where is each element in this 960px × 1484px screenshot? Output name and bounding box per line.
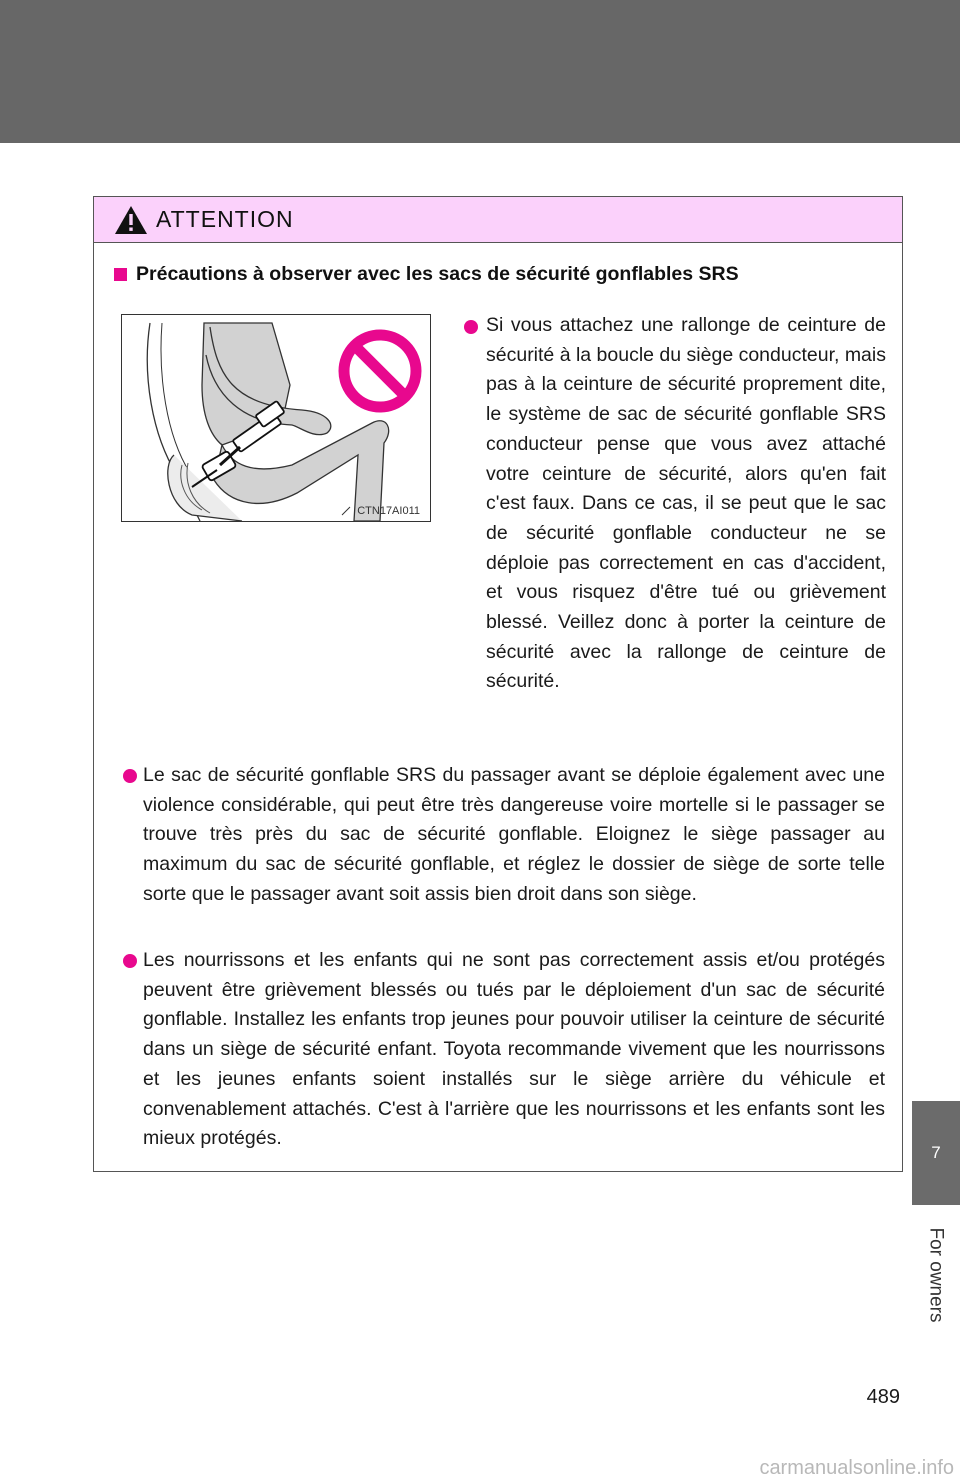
bullet-text: Si vous attachez une rallonge de ceinture de sécurité à la boucle du siège conducteur, mais pas à la ceinture de sécurité proprement dite, le système de sac de sécurité gonflable SRS conducteur pense que vous avez attaché votre ceinture de sécurité, alors qu'en fait c'est faux. Dans ce cas, il se peut que le sac de sécurité gonflable conducteur ne se déploie pas correctement en cas d'accident, et vous risquez d'être tué ou grièvement blessé. Veillez donc à porter la ceinture de sécurité avec la rallonge de ceinture de sécurité. <box>486 314 886 693</box>
chapter-tab <box>912 1101 960 1205</box>
page-number: 489 <box>866 1386 900 1408</box>
illustration-code: CTN17AI011 <box>357 505 420 517</box>
seatbelt-extender-illustration <box>121 314 431 522</box>
watermark: carmanualsonline.info <box>759 1457 954 1479</box>
warning-triangle-icon <box>114 205 148 235</box>
attention-header <box>94 197 902 243</box>
chapter-label-text: For owners <box>926 1227 947 1323</box>
bullet-text: Les nourrissons et les enfants qui ne sont pas correctement assis et/ou protégés peuvent être grièvement blessés ou tués par le déploiement d'un sac de sécurité gonflable. Installez les enfants trop jeunes pour pouvoir utiliser la ceinture de sécurité dans un siège de sécurité enfant. Toyota recommande vivement que les nourrissons et les jeunes enfants soient installés sur le siège arrière du véhicule et convenablement attachés. C'est à l'arrière que les nourrissons et les enfants sont les mieux protégés. <box>143 949 885 1150</box>
chapter-label <box>912 1210 960 1340</box>
bullet-item <box>123 946 885 1154</box>
bullet-text: Le sac de sécurité gonflable SRS du passager avant se déploie également avec une violence considérable, qui peut être très dangereuse voire mortelle si le passager se trouve très près du sac de sécurité gonflable. Eloignez le siège passager au maximum du sac de sécurité gonflable, et réglez le dossier de siège de sorte telle sorte que le passager avant soit assis bien droit dans son siège. <box>143 764 885 905</box>
section-heading-text: Précautions à observer avec les sacs de sécurité gonflables SRS <box>136 263 739 285</box>
chapter-number: 7 <box>931 1143 941 1162</box>
attention-title: ATTENTION <box>156 206 294 232</box>
prohibition-icon <box>344 335 416 407</box>
seated-driver-illustration <box>122 315 430 521</box>
bullet-item <box>123 761 885 910</box>
bullet-dot-icon <box>123 954 137 968</box>
square-bullet-icon <box>114 268 127 281</box>
bullet-dot-icon <box>123 769 137 783</box>
attention-box <box>93 196 903 1172</box>
bullet-item <box>464 311 886 697</box>
section-heading <box>114 263 739 286</box>
bullet-dot-icon <box>464 320 478 334</box>
top-band <box>0 0 960 143</box>
